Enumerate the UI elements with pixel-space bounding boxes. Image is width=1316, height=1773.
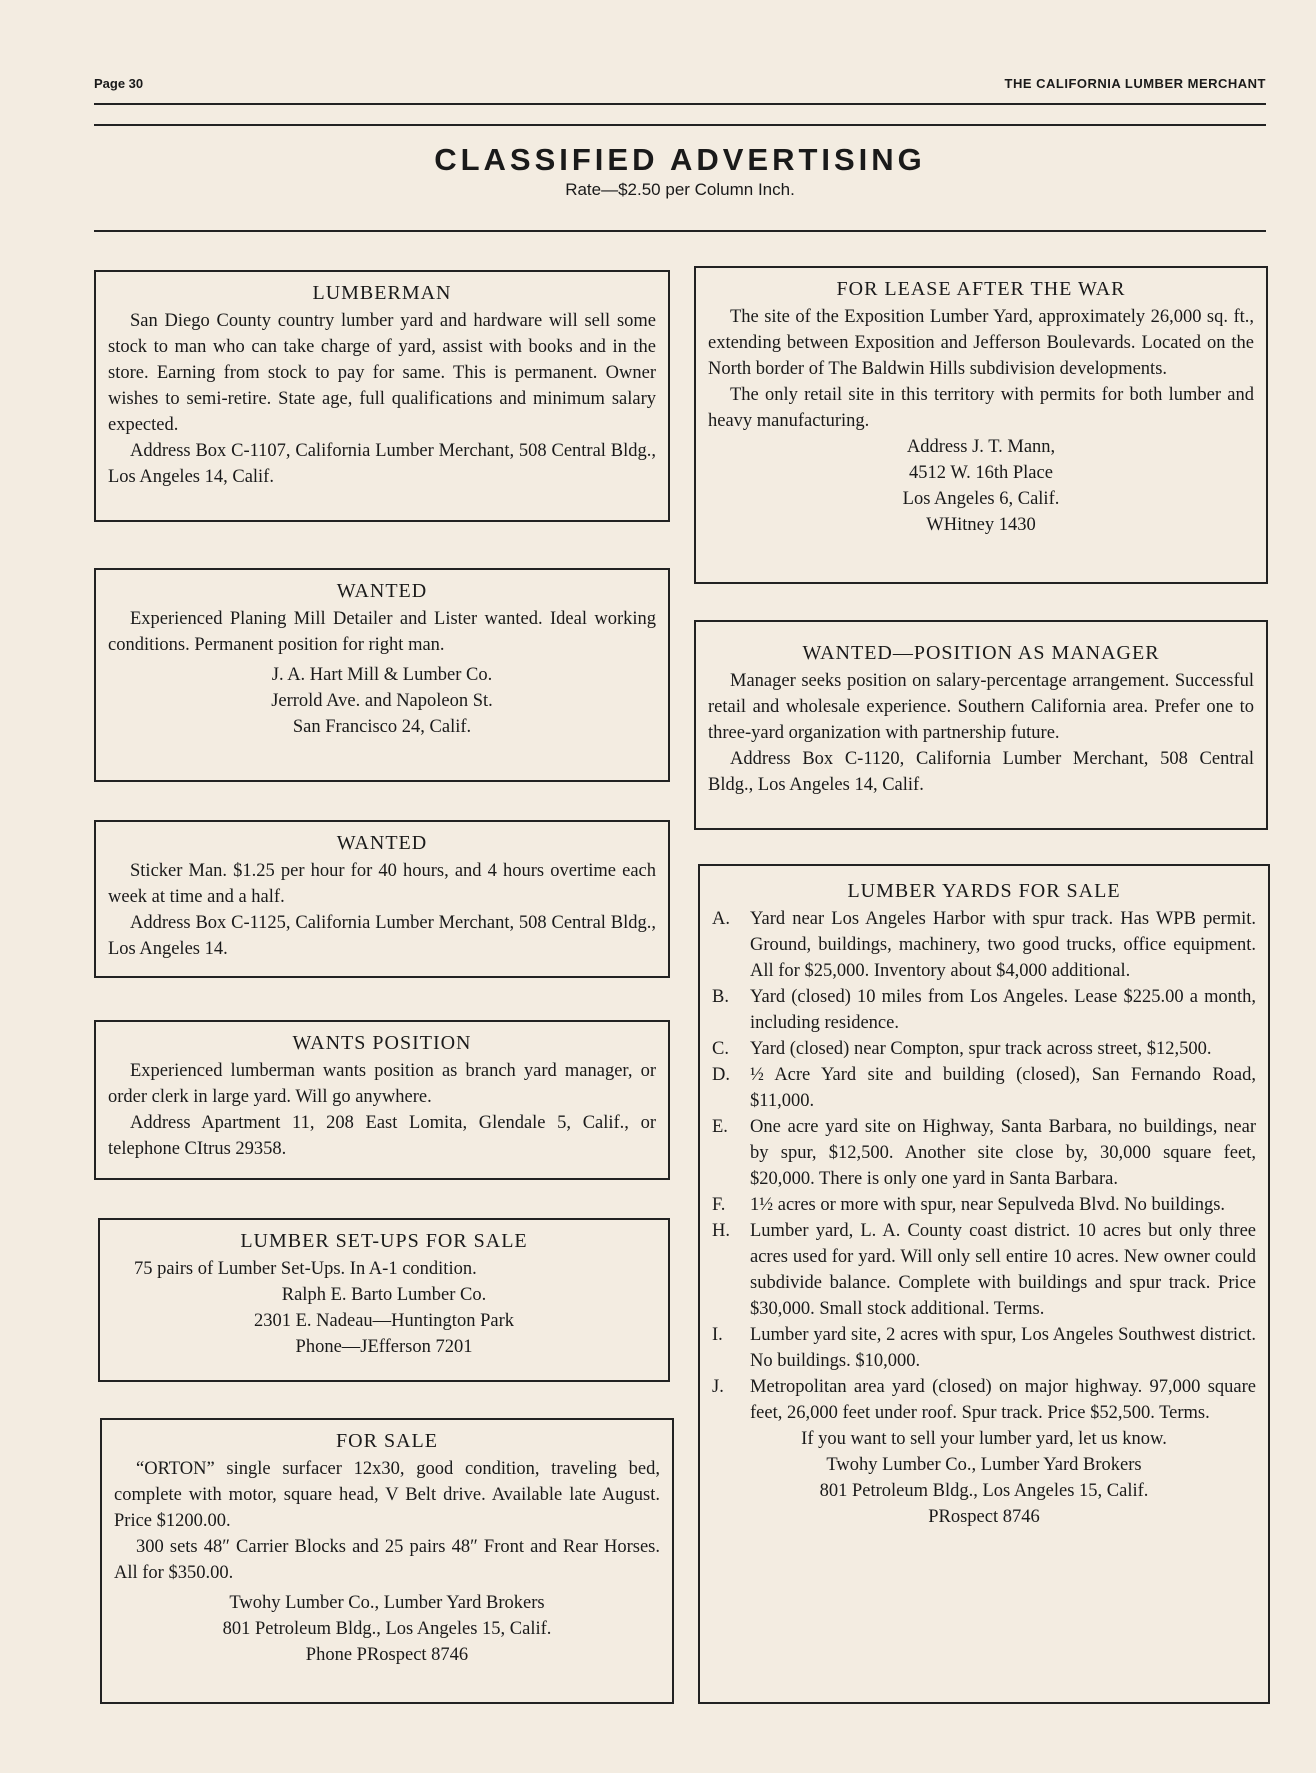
item-text: 1½ acres or more with spur, near Sepulveda Blvd. No buildings. [750, 1195, 1226, 1215]
ad-address: Address Box C-1107, California Lumber Merchant, 508 Central Bldg., Los Angeles 14, Calif. [108, 441, 656, 487]
ad-heading: LUMBERMAN [312, 282, 452, 304]
list-item [712, 1036, 1256, 1062]
item-text: Yard near Los Angeles Harbor with spur track. Has WPB permit. Ground, buildings, machinery, two good trucks, office equipment. All for $25,000. Inventory about $4,000 additional. [750, 909, 1256, 981]
item-letter: E. [712, 1117, 728, 1137]
ad-body: The site of the Exposition Lumber Yard, approximately 26,000 sq. ft., extending between Exposition and Jefferson Boulevards. Located on the North border of The Baldwin Hills subdivision developments. [708, 307, 1254, 379]
item-text: Metropolitan area yard (closed) on major highway. 97,000 square feet, 26,000 feet under roof. Spur track. Price $52,500. Terms. [750, 1377, 1256, 1423]
rate-line: Rate—$2.50 per Column Inch. [565, 180, 795, 199]
section-title: CLASSIFIED ADVERTISING [434, 142, 926, 177]
list-item [712, 984, 1256, 1036]
ad-contact-line: Ralph E. Barto Lumber Co. [281, 1285, 487, 1305]
ad-lumber-setups [98, 1218, 670, 1382]
ad-body: 75 pairs of Lumber Set-Ups. In A-1 condition. [134, 1259, 477, 1279]
ad-lumber-yards-for-sale [698, 864, 1270, 1704]
list-item [712, 1062, 1256, 1114]
ad-address: Address Apartment 11, 208 East Lomita, Glendale 5, Calif., or telephone CItrus 29358. [108, 1113, 656, 1159]
ad-contact-line: WHitney 1430 [926, 515, 1036, 535]
ad-contact-line: 2301 E. Nadeau—Huntington Park [254, 1311, 514, 1331]
item-text: ½ Acre Yard site and building (closed), San Fernando Road, $11,000. [750, 1065, 1256, 1111]
list-item [712, 1374, 1256, 1426]
ad-contact-line: Los Angeles 6, Calif. [902, 489, 1060, 509]
item-text: Lumber yard site, 2 acres with spur, Los Angeles Southwest district. No buildings. $10,000. [750, 1325, 1256, 1371]
ad-address: Address Box C-1125, California Lumber Merchant, 508 Central Bldg., Los Angeles 14. [108, 913, 656, 959]
ad-heading: WANTS POSITION [292, 1032, 472, 1054]
ad-heading: WANTED [336, 580, 428, 602]
ad-address: Address Box C-1120, California Lumber Merchant, 508 Central Bldg., Los Angeles 14, Calif. [708, 749, 1254, 795]
item-text: Yard (closed) 10 miles from Los Angeles. Lease $225.00 a month, including residence. [750, 987, 1256, 1033]
header-rule [94, 103, 1266, 105]
item-letter: I. [712, 1325, 723, 1345]
page-number: Page 30 [94, 76, 144, 91]
list-item [712, 1218, 1256, 1322]
item-text: Lumber yard, L. A. County coast district. 10 acres but only three acres used for yard. Will only sell entire 10 acres. New owner could subdivide balance. Complete with buildings and spur track. Price $30,000. Small stock additional. Terms. [750, 1221, 1256, 1319]
ad-closing: If you want to sell your lumber yard, let us know. [801, 1429, 1167, 1449]
ad-position-manager [694, 620, 1268, 830]
item-letter: J. [712, 1377, 724, 1397]
ad-for-lease [694, 266, 1268, 584]
ad-body: Experienced Planing Mill Detailer and Lister wanted. Ideal working conditions. Permanent position for right man. [108, 609, 656, 655]
list-item [712, 1192, 1256, 1218]
ad-contact-line: 801 Petroleum Bldg., Los Angeles 15, Calif. [819, 1481, 1149, 1501]
item-letter: F. [712, 1195, 726, 1215]
list-item [712, 906, 1256, 984]
ad-body: The only retail site in this territory with permits for both lumber and heavy manufacturing. [708, 385, 1254, 431]
ad-contact-line: PRospect 8746 [928, 1507, 1040, 1527]
ad-heading: WANTED [336, 832, 428, 854]
ad-contact-line: 4512 W. 16th Place [909, 463, 1053, 483]
item-letter: A. [712, 909, 730, 929]
ad-lumberman [94, 270, 670, 522]
ad-contact-line: Twohy Lumber Co., Lumber Yard Brokers [229, 1593, 545, 1613]
section-masthead [94, 142, 1266, 200]
ad-heading: FOR LEASE AFTER THE WAR [836, 278, 1126, 300]
list-item [712, 1322, 1256, 1374]
item-letter: C. [712, 1039, 729, 1059]
yard-list [712, 906, 1256, 1426]
ad-heading: LUMBER SET-UPS FOR SALE [240, 1230, 528, 1252]
journal-name: THE CALIFORNIA LUMBER MERCHANT [1004, 76, 1266, 91]
ad-contact-line: Jerrold Ave. and Napoleon St. [271, 691, 493, 711]
ad-body: Experienced lumberman wants position as branch yard manager, or order clerk in large yard. Will go anywhere. [108, 1061, 656, 1107]
ad-body: Sticker Man. $1.25 per hour for 40 hours, and 4 hours overtime each week at time and a half. [108, 861, 656, 907]
ad-for-sale [100, 1418, 674, 1704]
ad-wanted-detailer [94, 568, 670, 782]
ad-body: Manager seeks position on salary-percentage arrangement. Successful retail and wholesale experience. Southern California area. Prefer one to three-yard organization with partnership future. [708, 671, 1254, 743]
ad-contact-line: Phone PRospect 8746 [305, 1645, 469, 1665]
ad-contact-line: 801 Petroleum Bldg., Los Angeles 15, Calif. [222, 1619, 552, 1639]
item-letter: D. [712, 1065, 730, 1085]
list-item [712, 1114, 1256, 1192]
ad-heading: WANTED—POSITION AS MANAGER [802, 642, 1160, 664]
item-letter: H. [712, 1221, 730, 1241]
ad-heading: LUMBER YARDS FOR SALE [847, 880, 1121, 902]
masthead-rule [94, 230, 1266, 232]
ad-contact-line: Address J. T. Mann, [906, 437, 1056, 457]
ad-body: 300 sets 48″ Carrier Blocks and 25 pairs 48″ Front and Rear Horses. All for $350.00. [114, 1537, 660, 1583]
header-rule-2 [94, 124, 1266, 126]
ad-wants-position [94, 1020, 670, 1180]
ad-wanted-sticker [94, 820, 670, 978]
ad-contact-line: J. A. Hart Mill & Lumber Co. [271, 665, 493, 685]
item-text: Yard (closed) near Compton, spur track across street, $12,500. [750, 1039, 1212, 1059]
item-text: One acre yard site on Highway, Santa Barbara, no buildings, near by spur, $12,500. Another site close by, 30,000 square feet, $20,000. There is only one yard in Santa Barbara. [750, 1117, 1256, 1189]
ad-body: San Diego County country lumber yard and hardware will sell some stock to man who can take charge of yard, assist with books and in the store. Earning from stock to pay for same. This is permanent. Owner wishes to semi-retire. State age, full qualifications and minimum salary expected. [108, 311, 656, 435]
ad-body: “ORTON” single surfacer 12x30, good condition, traveling bed, complete with motor, square head, V Belt drive. Available late August. Price $1200.00. [114, 1459, 660, 1531]
ad-contact-line: San Francisco 24, Calif. [292, 717, 472, 737]
item-letter: B. [712, 987, 729, 1007]
ad-contact-line: Phone—JEfferson 7201 [295, 1337, 473, 1357]
ad-contact-line: Twohy Lumber Co., Lumber Yard Brokers [826, 1455, 1142, 1475]
ad-heading: FOR SALE [336, 1430, 438, 1452]
